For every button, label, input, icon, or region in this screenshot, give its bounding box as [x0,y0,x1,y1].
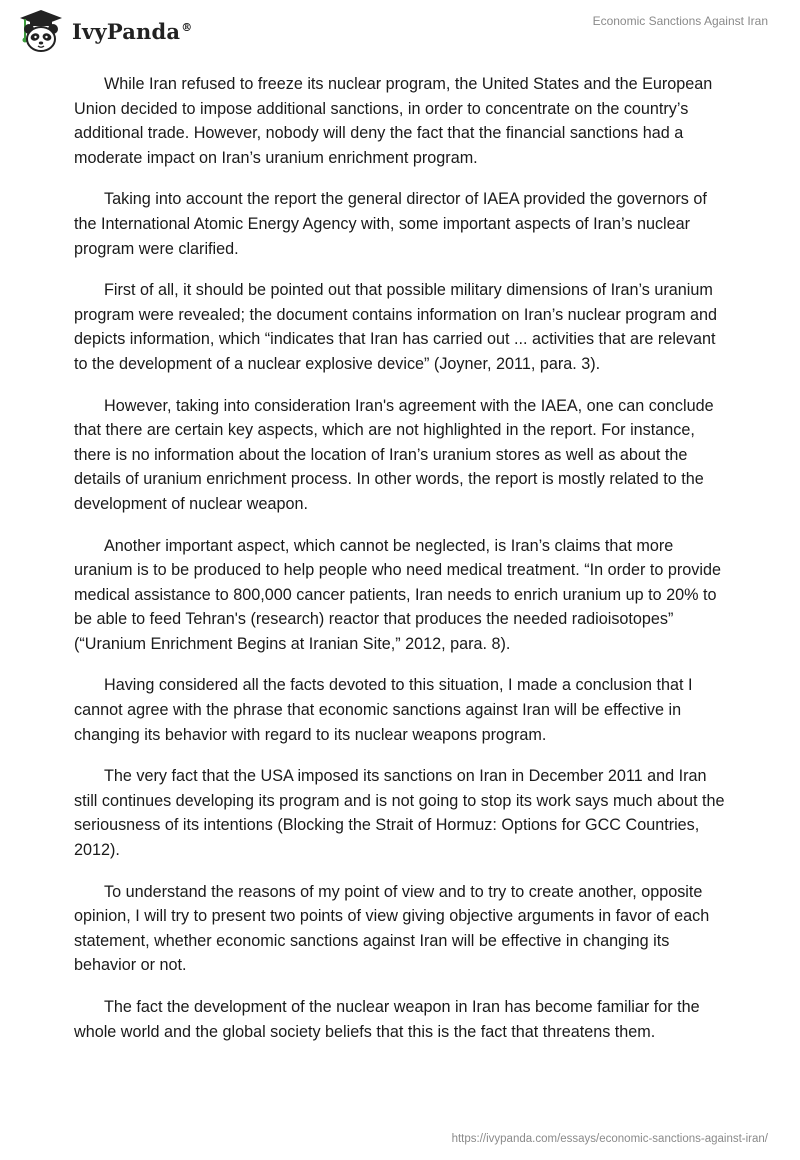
paragraph: However, taking into consideration Iran's agreement with the IAEA, one can conclude that there are certain key aspects, which are not highlighted in the report. For instance, there is no information about the location of Iran’s uranium stores as well as about the details of uranium enrichment process. In other words, the report is mostly related to the development of nuclear weapon. [74,396,714,513]
registered-mark: ® [181,20,193,34]
panda-graduate-icon [16,8,66,54]
paragraph: The very fact that the USA imposed its sanctions on Iran in December 2011 and Iran still continues developing its program and is not going to stop its work says much about the seriousness of its intentions (Blocking the Strait of Hormuz: Options for GCC Countries, 2012). [74,767,725,860]
page-header [0,0,800,62]
paragraph: First of all, it should be pointed out that possible military dimensions of Iran’s uranium program were revealed; the document contains information on Iran’s nuclear program and depicts information, which “indicates that Iran has carried out ... activities that are relevant to the development of a nuclear explosive device” (Joyner, 2011, para. 3). [74,281,718,373]
paragraph: Another important aspect, which cannot be neglected, is Iran’s claims that more uranium is to be produced to help people who need medical treatment. “In order to provide medical assistance to 800,000 cancer patients, Iran needs to enrich uranium up to 20% to be able to feed Tehran's (research) reactor that produces the needed radioisotopes” (“Uranium Enrichment Begins at Iranian Site,” 2012, para. 8). [74,536,721,653]
essay-body [74,72,726,1061]
paragraph: Having considered all the facts devoted to this situation, I made a conclusion that I cannot agree with the phrase that economic sanctions against Iran will be effective in changing its behavior with regard to its nuclear weapons program. [74,676,693,744]
paragraph: To understand the reasons of my point of view and to try to create another, opposite opinion, I will try to present two points of view giving objective arguments in favor of each statement, whether economic sanctions against Iran will be effective in changing its behavior or not. [74,882,710,975]
paragraph: While Iran refused to freeze its nuclear program, the United States and the European Union decided to impose additional sanctions, in order to concentrate on the country’s additional trade. However, nobody will deny the fact that the financial sanctions had a moderate impact on Iran’s uranium enrichment program. [74,75,713,167]
paragraph: Taking into account the report the general director of IAEA provided the governors of the International Atomic Energy Agency with, some important aspects of Iran’s nuclear program were clarified. [74,190,707,258]
brand-text: IvyPanda [72,18,181,44]
document-title: Economic Sanctions Against Iran [592,14,768,28]
brand-name [72,19,192,44]
brand-logo[interactable] [16,8,192,54]
source-url-link[interactable]: https://ivypanda.com/essays/economic-sanctions-against-iran/ [451,1133,768,1145]
paragraph: The fact the development of the nuclear weapon in Iran has become familiar for the whole world and the global society beliefs that this is the fact that threatens them. [74,998,700,1041]
